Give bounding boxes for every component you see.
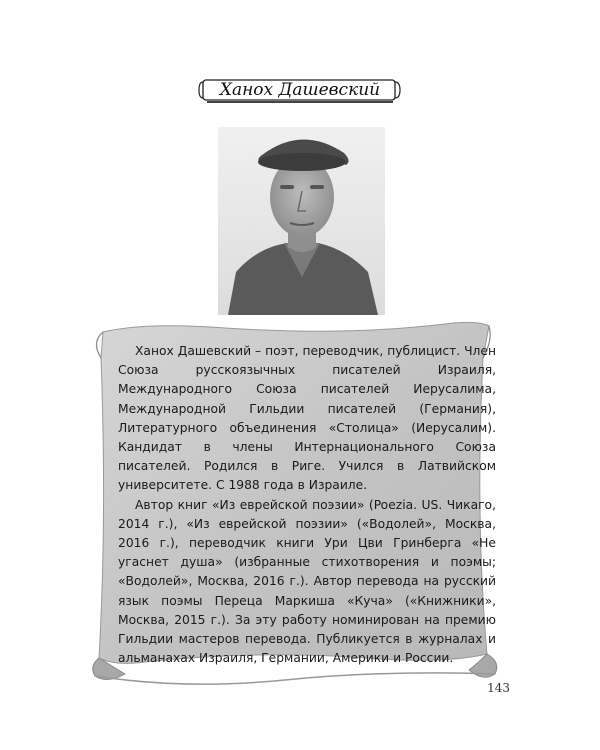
title-banner <box>197 76 403 104</box>
bio-paragraph-1: Ханох Дашевский – поэт, переводчик, публицист. Член Союза русскоязычных писателей Израиля, Международного Союза писателей Иерусалима, Международной Гильдии писателей (Германия), Литературного объединения «Столица» (Иерусалим). Кандидат в члены Интернационального Союза писателей. Родился в Риге. Учился в Латвийском университете. С 1988 года в Израиле. <box>118 344 496 493</box>
biography-text <box>118 342 496 668</box>
author-name-title: Ханох Дашевский <box>219 80 381 100</box>
author-portrait <box>218 127 385 315</box>
page-number: 143 <box>487 681 510 695</box>
bio-paragraph-2: Автор книг «Из еврейской поэзии» (Poezia. US. Чикаго, 2014 г.), «Из еврейской поэзии» («Водолей», Москва, 2016 г.), переводчик книги Ури Цви Гринберга «Не угаснет душа» (избранные стихотворения и поэмы; «Водолей», Москва, 2016 г.). Автор перевода на русский язык поэмы Переца Маркиша «Куча» («Книжники», Москва, 2015 г.). За эту работу номинирован на премию Гильдии мастеров перевода. Публикуется в журналах и альманахах Израиля, Германии, Америки и России. <box>118 497 496 666</box>
